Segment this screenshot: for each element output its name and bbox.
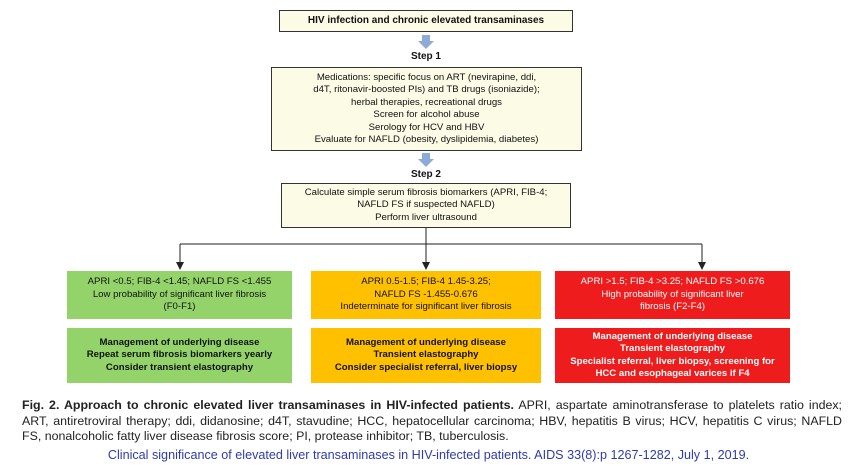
indeterminate-box [311, 271, 541, 319]
step-1-line: d4T, ritonavir-boosted PIs) and TB drugs (isoniazide); [313, 84, 540, 95]
low-risk-line: APRI <0.5; FIB-4 <1.45; NAFLD FS <1.455 [87, 276, 272, 288]
high-risk-box [555, 271, 790, 319]
step-1-line: Screen for alcohol abuse [373, 109, 480, 120]
step-2-line: Perform liver ultrasound [375, 211, 477, 223]
high-risk-line: APRI >1.5; FIB-4 >3.25; NAFLD FS >0.676 [580, 276, 765, 288]
step-1-box [271, 67, 582, 151]
citation-link[interactable]: Clinical significance of elevated liver transaminases in HIV-infected patients. AIDS 33(8):p 1267-1282, July 1, 2019. [107, 448, 750, 462]
indeterminate-line: APRI 0.5-1.5; FIB-4 1.45-3.25; [361, 276, 491, 288]
indeterminate-management-box [311, 328, 541, 383]
high-mgmt-line: HCC and esophageal varices if F4 [595, 368, 750, 379]
caption-title: Fig. 2. Approach to chronic elevated liver transaminases in HIV-infected patients. [22, 398, 514, 412]
step-2-line: Calculate simple serum fibrosis biomarkers (APRI, FIB-4; [304, 186, 548, 198]
center-arrowhead [422, 262, 430, 270]
high-mgmt-line: Transient elastography [619, 343, 726, 354]
step-2-line: NAFLD FS if suspected NAFLD) [357, 199, 495, 211]
caption-body: APRI, aspartate aminotransferase to platelets ratio index; ART, antiretroviral therapy; ddi, didanosine; d4T, stavudine; HCC, hepatocellular carcinoma; HBV, hepatitis B virus; HCV, hepatitis C virus; NAFLD FS, nonalcoholic fatty liver disease fibrosis score; PI, protease inhibitor; TB, tuberculosis. [22, 398, 843, 443]
low-risk-line: (F0-F1) [163, 301, 196, 313]
high-mgmt-line: Management of underlying disease [592, 330, 753, 342]
step-1-label: Step 1 [410, 51, 441, 62]
low-mgmt-line: Management of underlying disease [99, 336, 260, 348]
start-box-text: HIV infection and chronic elevated transaminases [307, 14, 545, 26]
down-arrow-icon [418, 35, 434, 49]
low-risk-box [67, 271, 292, 319]
low-mgmt-line: Repeat serum fibrosis biomarkers yearly [86, 349, 273, 361]
indeterminate-line: Indeterminate for significant liver fibrosis [340, 301, 512, 313]
high-risk-line: fibrosis (F2-F4) [639, 301, 706, 313]
high-mgmt-line: Specialist referral, liver biopsy, screening for [570, 355, 775, 367]
step-1-line: Medications: specific focus on ART (nevirapine, ddi, [316, 71, 537, 83]
step-1-line: herbal therapies, recreational drugs [351, 96, 502, 108]
step-2-label: Step 2 [410, 169, 441, 180]
down-arrow-icon [418, 153, 434, 167]
right-arrowhead [698, 262, 706, 270]
indeterminate-line: NAFLD FS -1.455-0.676 [374, 288, 478, 300]
figure-caption [22, 398, 842, 445]
mid-mgmt-line: Management of underlying disease [346, 336, 506, 348]
step-1-line: Serology for HCV and HBV [368, 121, 485, 133]
high-risk-line: High probability of significant liver [601, 288, 744, 300]
mid-mgmt-line: Transient elastography [373, 349, 479, 361]
step-1-line: Evaluate for NAFLD (obesity, dyslipidemia, diabetes) [314, 134, 539, 145]
start-box [279, 10, 573, 32]
mid-mgmt-line: Consider specialist referral, liver biopsy [334, 361, 518, 373]
step-2-box [281, 183, 571, 228]
low-mgmt-line: Consider transient elastography [105, 361, 254, 373]
high-risk-management-box [555, 328, 790, 383]
low-risk-line: Low probability of significant liver fibrosis [92, 288, 267, 300]
left-arrowhead [176, 262, 184, 270]
low-risk-management-box [67, 328, 292, 383]
